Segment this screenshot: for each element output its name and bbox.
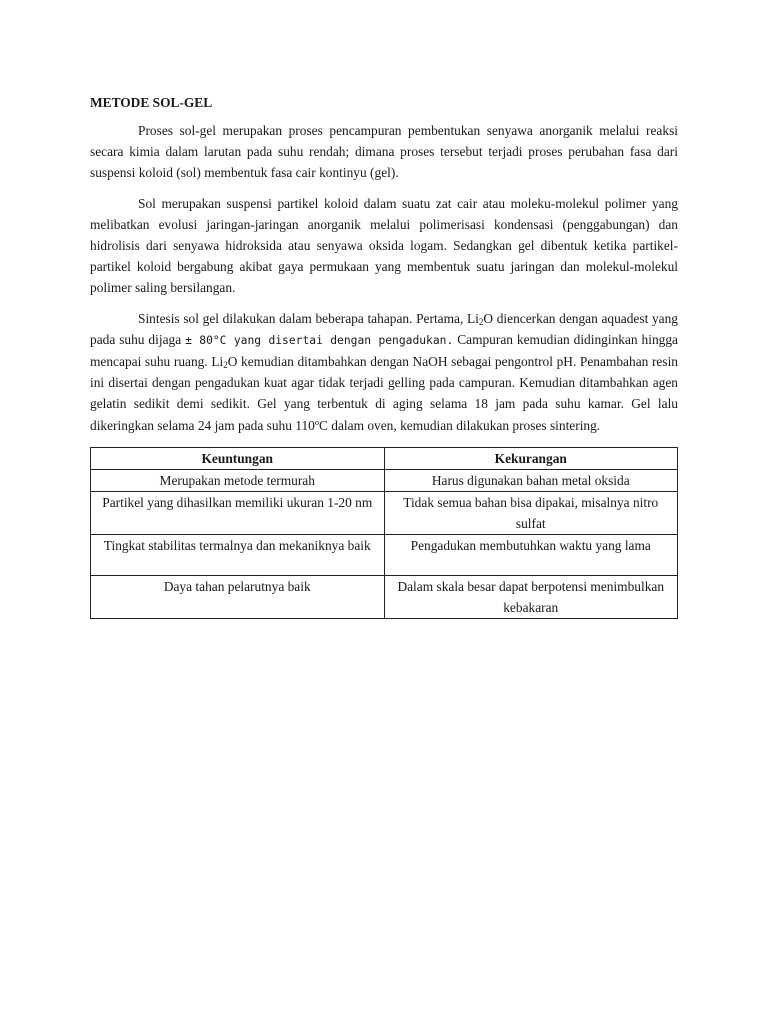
paragraph-synthesis [90, 308, 678, 436]
subscript-2: 2 [223, 360, 228, 371]
subscript-2: 2 [478, 316, 484, 327]
table-row [91, 469, 678, 491]
synthesis-temperature-text: ± 80°C yang disertai dengan pengadukan. [185, 333, 454, 347]
section-heading: METODE SOL-GEL [90, 95, 213, 110]
synthesis-text-3: Campuran kemudian didinginkan hingga mencapai suhu ruang. Li [90, 331, 678, 370]
column-header-advantages: Keuntungan [91, 447, 385, 469]
table-cell-advantage: Partikel yang dihasilkan memiliki ukuran 1-20 nm [91, 491, 385, 534]
paragraph-definition: Proses sol-gel merupakan proses pencampuran pembentukan senyawa anorganik melalui reaksi secara kimia dalam larutan pada suhu rendah; dimana proses tersebut terjadi proses perubahan fasa dari suspensi koloid (sol) membentuk fasa cair kontinyu (gel). [90, 123, 678, 181]
column-header-disadvantages: Kekurangan [384, 447, 678, 469]
table-header-row [91, 447, 678, 469]
table-cell-advantage: Daya tahan pelarutnya baik [91, 575, 385, 618]
table-row [91, 491, 678, 534]
document-page [90, 92, 678, 619]
comparison-table [90, 447, 678, 619]
table-cell-disadvantage: Dalam skala besar dapat berpotensi menimbulkan kebakaran [384, 575, 678, 618]
synthesis-text-4: O kemudian ditambahkan dengan NaOH sebagai pengontrol pH. Penambahan resin ini disertai dengan pengadukan kuat agar tidak terjadi gelling pada campuran. Kemudian ditambahkan agen gelatin sedikit demi sedikit. Gel yang terbentuk di aging selama 18 jam pada suhu kamar. Gel lalu dikeringkan selama 24 jam pada suhu 110ºC dalam oven, kemudian dilakukan proses sintering. [90, 354, 678, 433]
table-cell-advantage: Merupakan metode termurah [91, 469, 385, 491]
table-cell-advantage: Tingkat stabilitas termalnya dan mekaniknya baik [91, 534, 385, 575]
synthesis-text-1: Sintesis sol gel dilakukan dalam beberapa tahapan. Pertama, Li [138, 310, 479, 326]
table-cell-disadvantage: Tidak semua bahan bisa dipakai, misalnya nitro sulfat [384, 491, 678, 534]
table-cell-disadvantage: Harus digunakan bahan metal oksida [384, 469, 678, 491]
table-cell-disadvantage: Pengadukan membutuhkan waktu yang lama [384, 534, 678, 575]
synthesis-text-2: O diencerkan dengan aquadest yang pada suhu dijaga [90, 310, 679, 347]
paragraph-sol-gel: Sol merupakan suspensi partikel koloid dalam suatu zat cair atau moleku-molekul polimer yang melibatkan evolusi jaringan-jaringan anorganik melalui polimerisasi kondensasi (penggabungan) dan hidrolisis dari senyawa hidroksida atau senyawa oksida logam. Sedangkan gel dibentuk ketika partikel-partikel koloid bergabung akibat gaya permukaan yang membentuk suatu jaringan dan molekul-molekul polimer saling bersilangan. [90, 195, 678, 296]
table-row [91, 575, 678, 618]
table-row [91, 534, 678, 575]
